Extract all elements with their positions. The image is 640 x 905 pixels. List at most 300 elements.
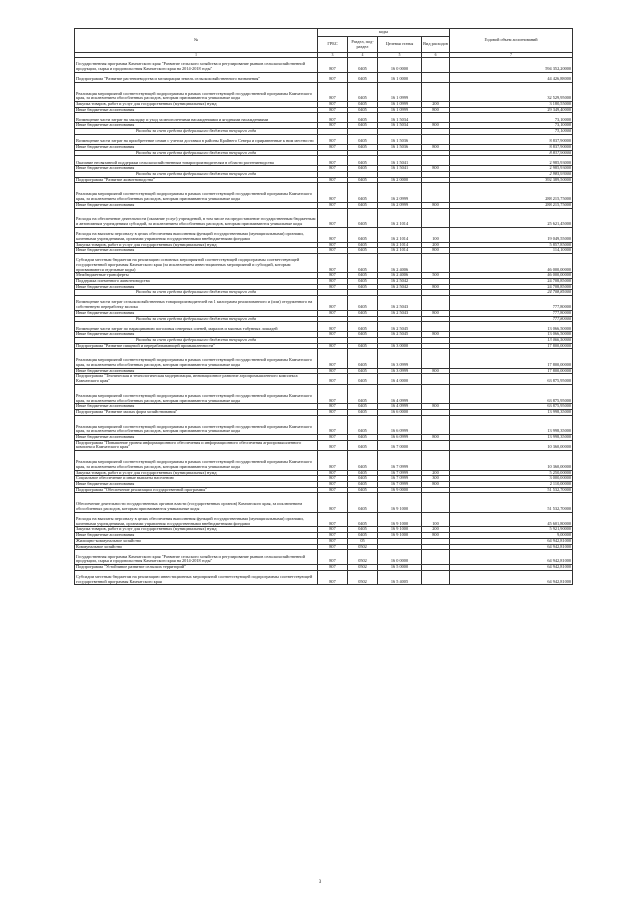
- row-amount: 63 875,95000: [450, 404, 573, 410]
- row-section: 0405: [348, 349, 378, 368]
- row-description: Иные бюджетные ассигнования: [75, 123, 318, 129]
- row-section: 0405: [348, 368, 378, 374]
- row-exp-type: 800: [422, 107, 450, 113]
- row-amount: 13 998,35000: [450, 409, 573, 415]
- row-description: Иные бюджетные ассигнования: [75, 144, 318, 150]
- row-target: 16 2 5042: [378, 284, 422, 290]
- row-exp-type: [422, 550, 450, 565]
- row-grbs: 807: [318, 134, 348, 144]
- row-amount: 8 837,90000: [450, 150, 573, 156]
- row-amount: 64 942,81000: [450, 570, 573, 585]
- row-exp-type: 800: [422, 284, 450, 290]
- row-grbs: 807: [318, 123, 348, 129]
- row-amount: 2 985,93000: [450, 156, 573, 166]
- row-exp-type: 800: [422, 144, 450, 150]
- row-amount: 3 000,00000: [450, 476, 573, 482]
- row-description: Подпрограмма "Повышение уровня информационного обеспечения и информационного обеспечения агропромышленного комплекса Камчатского края": [75, 440, 318, 450]
- row-amount: 594 352,20000: [450, 58, 573, 73]
- row-target: 16 2 1014: [378, 248, 422, 254]
- row-description: Закупка товаров, работ и услуг для государственных (муниципальных) нужд: [75, 242, 318, 248]
- row-target: 16 1 0999: [378, 102, 422, 108]
- table-row: [75, 113, 573, 123]
- row-grbs: 807: [318, 322, 348, 332]
- row-amount: 2 985,93000: [450, 166, 573, 172]
- row-exp-type: [422, 134, 450, 144]
- row-section: 0405: [348, 374, 378, 384]
- row-grbs: 807: [318, 102, 348, 108]
- row-exp-type: [422, 493, 450, 512]
- row-grbs: 807: [318, 279, 348, 285]
- row-section: 0405: [348, 527, 378, 533]
- table-row: [75, 183, 573, 202]
- row-grbs: 807: [318, 564, 348, 570]
- row-amount: 10 360,00000: [450, 440, 573, 450]
- row-description: Иные бюджетные ассигнования: [75, 248, 318, 254]
- row-exp-type: [422, 183, 450, 202]
- row-description: Расходы за счет средств федерального бюджета текущего года: [75, 150, 318, 156]
- row-target: 16 9 1000: [378, 527, 422, 533]
- row-exp-type: [422, 82, 450, 101]
- row-section: 0502: [348, 570, 378, 585]
- col-header-number: №: [75, 29, 318, 53]
- row-description: Иные бюджетные ассигнования: [75, 368, 318, 374]
- row-exp-type: 200: [422, 242, 450, 248]
- table-body: [75, 58, 573, 585]
- row-amount: 392 389,50000: [450, 177, 573, 183]
- row-description: Иные бюджетные ассигнования: [75, 310, 318, 316]
- row-target: 16 4 0999: [378, 384, 422, 403]
- row-section: 0405: [348, 493, 378, 512]
- row-amount: 17 800,00000: [450, 349, 573, 368]
- row-amount: 24 708,85000: [450, 290, 573, 296]
- row-section: 0405: [348, 248, 378, 254]
- row-grbs: 807: [318, 82, 348, 101]
- row-description: Обеспечение деятельности государственных органов власти (государственных органов) Камчатского края, за исключением обособленных расходов, которым присваиваются уникальные коды: [75, 493, 318, 512]
- row-description: Подпрограмма "Развитие пищевой и перерабатывающей промышленности": [75, 343, 318, 349]
- row-target: 16 6 0000: [378, 409, 422, 415]
- row-amount: 17 800,00000: [450, 368, 573, 374]
- row-target: 16 2 0999: [378, 183, 422, 202]
- row-grbs: 807: [318, 208, 348, 227]
- table-row: [75, 322, 573, 332]
- table-row: [75, 208, 573, 227]
- row-amount: 51 532,70000: [450, 493, 573, 512]
- row-description: Подпрограмма "Развитие малых форм хозяйствования": [75, 409, 318, 415]
- row-description: Расходы за счет средств федерального бюджета текущего года: [75, 129, 318, 135]
- row-amount: 13 066,50000: [450, 337, 573, 343]
- row-description: Иные бюджетные ассигнования: [75, 107, 318, 113]
- row-section: 0405: [348, 273, 378, 279]
- row-grbs: 807: [318, 451, 348, 470]
- row-exp-type: [422, 322, 450, 332]
- row-grbs: 807: [318, 512, 348, 527]
- col-header-target: Целевая статья: [378, 37, 422, 53]
- row-section: 0502: [348, 550, 378, 565]
- row-exp-type: 200: [422, 470, 450, 476]
- table-row: [75, 82, 573, 101]
- row-description: Государственная программа Камчатского края "Развитие сельского хозяйства и регулирование рынков сельскохозяйственной продукции, сырья и продовольствия Камчатского края на 2014-2018 годы": [75, 58, 318, 73]
- row-section: 0405: [348, 435, 378, 441]
- row-description: Расходы на выплаты персоналу в целях обеспечения выполнения функций государственными (муниципальными) органами, казенными учреждениями, органами управления государственными внебюджетными фондами: [75, 227, 318, 242]
- row-description: Иные бюджетные ассигнования: [75, 435, 318, 441]
- row-target: 16 9 0000: [378, 487, 422, 493]
- row-grbs: 807: [318, 177, 348, 183]
- row-grbs: 807: [318, 58, 348, 73]
- row-grbs: 807: [318, 253, 348, 272]
- row-description: Возмещение части затрат сельскохозяйственных товаропроизводителей на 1 килограмм реализованного и (или) отгруженного на собственную переработку молока: [75, 296, 318, 311]
- row-amount: 32 529,95000: [450, 82, 573, 101]
- row-section: 0405: [348, 144, 378, 150]
- row-target: 16 1 5034: [378, 113, 422, 123]
- row-section: 0405: [348, 202, 378, 208]
- row-amount: 13 066,50000: [450, 322, 573, 332]
- row-amount: 10 360,00000: [450, 451, 573, 470]
- row-grbs: 807: [318, 440, 348, 450]
- row-section: 0405: [348, 296, 378, 311]
- row-section: 0405: [348, 343, 378, 349]
- row-target: 16 7 0999: [378, 470, 422, 476]
- row-target: 16 0 0000: [378, 58, 422, 73]
- row-amount: 777,80000: [450, 296, 573, 311]
- table-row: [75, 493, 573, 512]
- row-grbs: 807: [318, 343, 348, 349]
- table-row: [75, 349, 573, 368]
- row-target: 16 7 0999: [378, 451, 422, 470]
- row-section: 0405: [348, 384, 378, 403]
- row-exp-type: 800: [422, 332, 450, 338]
- row-exp-type: [422, 440, 450, 450]
- row-target: 16 5 4005: [378, 570, 422, 585]
- row-description: Подпрограмма "Развитие животноводства": [75, 177, 318, 183]
- row-grbs: 807: [318, 156, 348, 166]
- row-grbs: 807: [318, 310, 348, 316]
- row-target: 16 2 1014: [378, 227, 422, 242]
- row-grbs: 807: [318, 296, 348, 311]
- row-description: Реализация мероприятий соответствующей подпрограммы в рамках соответствующей государственной программы Камчатского края, за исключением обособленных расходов, которым присваиваются уникальные коды: [75, 384, 318, 403]
- row-amount: 45 601,80000: [450, 512, 573, 527]
- row-section: 0405: [348, 183, 378, 202]
- row-description: Иные бюджетные ассигнования: [75, 202, 318, 208]
- row-grbs: 807: [318, 273, 348, 279]
- row-description: Подпрограмма "Развитие растениеводства и мелиорации земель сельскохозяйственного назначения": [75, 72, 318, 82]
- row-description: Межбюджетные трансферты: [75, 273, 318, 279]
- row-amount: 8 837,90000: [450, 134, 573, 144]
- row-grbs: 807: [318, 349, 348, 368]
- row-grbs: 807: [318, 113, 348, 123]
- row-amount: 73,10000: [450, 129, 573, 135]
- row-exp-type: 200: [422, 102, 450, 108]
- row-description: Иные бюджетные ассигнования: [75, 332, 318, 338]
- row-target: 16 2 0000: [378, 177, 422, 183]
- row-amount: 3 180,55000: [450, 102, 573, 108]
- row-section: 0405: [348, 107, 378, 113]
- row-target: 16 1 0999: [378, 82, 422, 101]
- row-target: 16 1 0000: [378, 72, 422, 82]
- row-description: Иные бюджетные ассигнования: [75, 284, 318, 290]
- row-grbs: 807: [318, 476, 348, 482]
- row-section: 0405: [348, 284, 378, 290]
- row-exp-type: 800: [422, 310, 450, 316]
- row-exp-type: [422, 570, 450, 585]
- index-cell: 1: [75, 53, 318, 58]
- row-target: 16 7 0000: [378, 440, 422, 450]
- row-amount: 24 708,85000: [450, 284, 573, 290]
- row-section: 0405: [348, 404, 378, 410]
- row-amount: 46 000,00000: [450, 273, 573, 279]
- row-exp-type: 800: [422, 368, 450, 374]
- row-amount: 288 215,75000: [450, 202, 573, 208]
- row-target: 16 3 0999: [378, 368, 422, 374]
- row-exp-type: [422, 415, 450, 434]
- row-target: 16 5 0000: [378, 564, 422, 570]
- budget-table: [74, 28, 573, 585]
- row-section: 0405: [348, 332, 378, 338]
- row-description: Реализация мероприятий соответствующей подпрограммы в рамках соответствующей государственной программы Камчатского края, за исключением обособленных расходов, которым присваиваются уникальные коды: [75, 183, 318, 202]
- row-grbs: 807: [318, 527, 348, 533]
- row-exp-type: 800: [422, 481, 450, 487]
- row-exp-type: [422, 451, 450, 470]
- row-description: Реализация мероприятий соответствующей подпрограммы в рамках соответствующей государственной программы Камчатского края, за исключением обособленных расходов, которым присваиваются уникальные коды: [75, 349, 318, 368]
- row-description: Возмещение части затрат по наращиванию поголовья северных оленей, маралов и мясных табунных лошадей: [75, 322, 318, 332]
- row-description: Иные бюджетные ассигнования: [75, 166, 318, 172]
- row-grbs: 807: [318, 481, 348, 487]
- row-description: Иные бюджетные ассигнования: [75, 481, 318, 487]
- row-amount: 114,10000: [450, 248, 573, 254]
- row-target: 16 2 1014: [378, 208, 422, 227]
- table-row: [75, 374, 573, 384]
- row-description: Подпрограмма "Обеспечение реализации государственной программы": [75, 487, 318, 493]
- row-grbs: 807: [318, 493, 348, 512]
- row-target: 16 2 5042: [378, 279, 422, 285]
- table-row: [75, 72, 573, 82]
- row-grbs: 807: [318, 242, 348, 248]
- row-target: 16 2 4006: [378, 253, 422, 272]
- row-grbs: 807: [318, 550, 348, 565]
- row-grbs: 807: [318, 435, 348, 441]
- row-description: Расходы за счет средств федерального бюджета текущего года: [75, 172, 318, 178]
- row-amount: 24 708,85000: [450, 279, 573, 285]
- row-amount: 63 875,95000: [450, 384, 573, 403]
- row-grbs: 807: [318, 404, 348, 410]
- row-description: Возмещение части затрат на закладку и уход за многолетними насаждениями и ягодными насаждениями: [75, 113, 318, 123]
- row-section: 0405: [348, 481, 378, 487]
- row-amount: 5 921,90000: [450, 527, 573, 533]
- table-row: [75, 58, 573, 73]
- table-row: [75, 512, 573, 527]
- table-row: [75, 415, 573, 434]
- row-description: Поддержка племенного животноводства: [75, 279, 318, 285]
- row-grbs: 807: [318, 470, 348, 476]
- row-grbs: 807: [318, 415, 348, 434]
- row-description: Государственная программа Камчатского края "Развитие сельского хозяйства и регулирование рынков сельскохозяйственной продукции, сырья и продовольствия Камчатского края на 2014-2018 годы": [75, 550, 318, 565]
- row-amount: 5 857,85000: [450, 242, 573, 248]
- row-section: 0405: [348, 208, 378, 227]
- budget-document: [74, 28, 572, 585]
- row-description: Возмещение части затрат на приобретение семян с учетом доставки в районы Крайнего Севера и приравненные к ним местности: [75, 134, 318, 144]
- row-section: 0405: [348, 166, 378, 172]
- row-section: 0405: [348, 177, 378, 183]
- row-grbs: 807: [318, 368, 348, 374]
- page-number: 3: [318, 880, 322, 885]
- row-section: 0405: [348, 242, 378, 248]
- index-cell: 3: [318, 53, 348, 58]
- row-grbs: 807: [318, 533, 348, 539]
- row-exp-type: 800: [422, 435, 450, 441]
- row-exp-type: 200: [422, 527, 450, 533]
- row-grbs: 807: [318, 374, 348, 384]
- row-amount: 2 110,00000: [450, 481, 573, 487]
- row-amount: 25 621,45000: [450, 208, 573, 227]
- row-description: Субсидии местным бюджетам на реализацию основных мероприятий соответствующей подпрограммы соответствующей государственной программы Камчатского края (за исключением инвестиционных мероприятий и субсидий, которым присваиваются отдельные коды): [75, 253, 318, 272]
- row-target: 16 2 1014: [378, 242, 422, 248]
- row-grbs: 807: [318, 570, 348, 585]
- row-amount: 8 837,90000: [450, 144, 573, 150]
- row-exp-type: 800: [422, 123, 450, 129]
- row-description: Реализация мероприятий соответствующей подпрограммы в рамках соответствующей государственной программы Камчатского края, за исключением обособленных расходов, которым присваиваются уникальные коды: [75, 451, 318, 470]
- row-target: 16 1 5041: [378, 156, 422, 166]
- row-amount: 64 942,81000: [450, 538, 573, 544]
- row-amount: 51 532,70000: [450, 487, 573, 493]
- row-amount: 73,10000: [450, 113, 573, 123]
- row-section: 0502: [348, 544, 378, 550]
- row-exp-type: 800: [422, 533, 450, 539]
- row-grbs: 807: [318, 332, 348, 338]
- row-grbs: 807: [318, 284, 348, 290]
- row-exp-type: [422, 374, 450, 384]
- row-description: Подпрограмма "Техническая и технологическая модернизация, инновационное развитие агропромышленного комплекса Камчатского края": [75, 374, 318, 384]
- row-section: 0405: [348, 279, 378, 285]
- row-target: 16 2 5045: [378, 322, 422, 332]
- row-exp-type: 800: [422, 166, 450, 172]
- row-section: 0405: [348, 415, 378, 434]
- table-row: [75, 384, 573, 403]
- row-exp-type: 100: [422, 227, 450, 242]
- row-target: 16 7 0999: [378, 481, 422, 487]
- table-row: [75, 440, 573, 450]
- row-section: 0405: [348, 470, 378, 476]
- row-target: 16 2 0999: [378, 202, 422, 208]
- index-cell: 4: [348, 53, 378, 58]
- row-amount: 13 998,35000: [450, 415, 573, 434]
- row-description: Подпрограмма "Устойчивое развитие сельских территорий": [75, 564, 318, 570]
- row-exp-type: 100: [422, 512, 450, 527]
- row-target: 16 2 4006: [378, 273, 422, 279]
- row-target: 16 1 5036: [378, 134, 422, 144]
- row-exp-type: [422, 72, 450, 82]
- row-amount: 63 875,95000: [450, 374, 573, 384]
- row-grbs: 807: [318, 107, 348, 113]
- row-amount: 46 000,00000: [450, 253, 573, 272]
- row-amount: 777,80000: [450, 316, 573, 322]
- row-amount: 13 998,35000: [450, 435, 573, 441]
- row-section: 0405: [348, 322, 378, 332]
- row-target: 16 9 1000: [378, 533, 422, 539]
- row-amount: 73,10000: [450, 123, 573, 129]
- row-description: Расходы за счет средств федерального бюджета текущего года: [75, 290, 318, 296]
- row-description: Закупка товаров, работ и услуг для государственных (муниципальных) нужд: [75, 102, 318, 108]
- row-target: 16 1 5036: [378, 144, 422, 150]
- row-description: Расходы на обеспечение деятельности (оказание услуг) учреждений, в том числе на предоставление государственным бюджетным и автономным учреждениям субсидий, за исключением обособленных расходов, которым присваиваются уникальные коды: [75, 208, 318, 227]
- row-description: Реализация мероприятий соответствующей подпрограммы в рамках соответствующей государственной программы Камчатского края, за исключением обособленных расходов, которым присваиваются уникальные коды: [75, 415, 318, 434]
- row-amount: 17 800,00000: [450, 343, 573, 349]
- row-amount: 13 066,50000: [450, 332, 573, 338]
- row-amount: 29 349,40000: [450, 107, 573, 113]
- row-description: Оказание несвязанной поддержки сельскохозяйственным товаропроизводителям в области растениеводства: [75, 156, 318, 166]
- table-row: [75, 570, 573, 585]
- row-grbs: 807: [318, 202, 348, 208]
- row-section: 0405: [348, 134, 378, 144]
- row-section: 0405: [348, 72, 378, 82]
- row-section: 0405: [348, 58, 378, 73]
- table-row: [75, 134, 573, 144]
- row-target: 16 6 0999: [378, 435, 422, 441]
- row-description: Закупка товаров, работ и услуг для государственных (муниципальных) нужд: [75, 527, 318, 533]
- row-grbs: 807: [318, 72, 348, 82]
- row-exp-type: [422, 208, 450, 227]
- row-exp-type: [422, 349, 450, 368]
- row-grbs: 807: [318, 538, 348, 544]
- row-description: Жилищно-коммунальное хозяйство: [75, 538, 318, 544]
- table-row: [75, 156, 573, 166]
- row-amount: 44 426,88000: [450, 72, 573, 82]
- row-target: 16 2 5045: [378, 332, 422, 338]
- row-exp-type: [422, 253, 450, 272]
- row-section: 0405: [348, 102, 378, 108]
- row-target: 16 2 5043: [378, 310, 422, 316]
- row-description: Коммунальное хозяйство: [75, 544, 318, 550]
- col-header-section: Раздел, под-раздел: [348, 37, 378, 53]
- row-section: 0405: [348, 451, 378, 470]
- row-exp-type: [422, 113, 450, 123]
- row-description: Иные бюджетные ассигнования: [75, 404, 318, 410]
- row-grbs: 807: [318, 409, 348, 415]
- row-description: Социальное обеспечение и иные выплаты населению: [75, 476, 318, 482]
- row-exp-type: 500: [422, 273, 450, 279]
- row-description: Расходы за счет средств федерального бюджета текущего года: [75, 316, 318, 322]
- row-exp-type: [422, 58, 450, 73]
- col-header-exp-type: Вид расходов: [422, 37, 450, 53]
- table-row: [75, 253, 573, 272]
- row-section: 0405: [348, 487, 378, 493]
- row-target: 16 7 0999: [378, 476, 422, 482]
- row-description: Закупка товаров, работ и услуг для государственных (муниципальных) нужд: [75, 470, 318, 476]
- row-section: 0405: [348, 156, 378, 166]
- table-row: [75, 296, 573, 311]
- row-amount: 5 250,00000: [450, 470, 573, 476]
- row-description: Субсидии местным бюджетам на реализацию инвестиционных мероприятий соответствующей подпрограммы соответствующей государственной программы Камчатского края: [75, 570, 318, 585]
- row-exp-type: [422, 384, 450, 403]
- row-target: 16 1 5041: [378, 166, 422, 172]
- row-target: 16 0 0000: [378, 550, 422, 565]
- index-cell: 6: [422, 53, 450, 58]
- row-description: Расходы за счет средств федерального бюджета текущего года: [75, 337, 318, 343]
- row-amount: 9,00000: [450, 533, 573, 539]
- row-description: Иные бюджетные ассигнования: [75, 533, 318, 539]
- table-row: [75, 550, 573, 565]
- row-section: 0405: [348, 113, 378, 123]
- row-target: 16 9 1000: [378, 493, 422, 512]
- row-amount: 64 942,81000: [450, 544, 573, 550]
- row-grbs: 807: [318, 166, 348, 172]
- row-grbs: 807: [318, 248, 348, 254]
- row-target: 16 2 5043: [378, 296, 422, 311]
- table-row: [75, 227, 573, 242]
- row-grbs: 807: [318, 227, 348, 242]
- row-section: 0405: [348, 512, 378, 527]
- row-section: 0405: [348, 476, 378, 482]
- row-target: 16 1 5034: [378, 123, 422, 129]
- row-amount: 64 942,81000: [450, 564, 573, 570]
